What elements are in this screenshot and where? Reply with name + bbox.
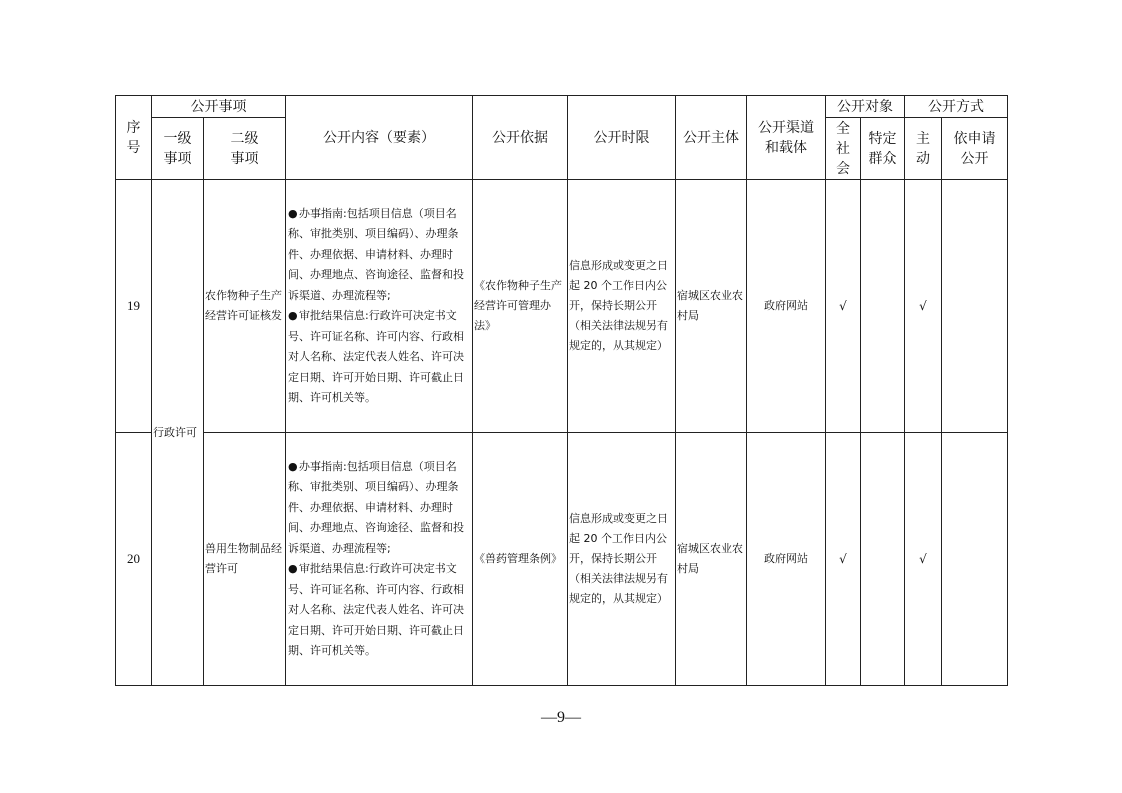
row-subject: 宿城区农业农村局: [676, 433, 747, 686]
header-audience-all: 全社会: [826, 118, 861, 180]
content-guide-item: ●办事指南:包括项目信息（项目名称、审批类别、项目编码）、办理条件、办理依据、申请材料、办理时间、办理地点、咨询途径、监督和投诉渠道、办理流程等;: [288, 457, 470, 560]
header-time-limit: 公开时限: [568, 96, 676, 180]
merged-level1-cell: 行政许可: [152, 180, 204, 686]
row-channel: 政府网站: [747, 180, 826, 433]
header-level1: 一级事项: [152, 118, 204, 180]
header-content: 公开内容（要素）: [286, 96, 473, 180]
bullet-icon: ●: [288, 562, 298, 575]
row-basis: 《农作物种子生产经营许可管理办法》: [473, 180, 568, 433]
row-seq: 19: [116, 180, 152, 433]
row-content: [286, 180, 473, 433]
table-row: [116, 433, 1008, 686]
row-method-request: [942, 433, 1008, 686]
bullet-icon: ●: [288, 459, 298, 473]
row-subject: 宿城区农业农村局: [676, 180, 747, 433]
row-audience-all: √: [826, 180, 861, 433]
row-audience-specific: [861, 433, 905, 686]
header-method-active: 主动: [905, 118, 942, 180]
header-seq: 序号: [116, 96, 152, 180]
header-channel: 公开渠道和载体: [747, 96, 826, 180]
row-level2: 兽用生物制品经营许可: [204, 433, 286, 686]
row-seq: 20: [116, 433, 152, 686]
header-items-group: 公开事项: [152, 96, 286, 118]
header-method-group: 公开方式: [905, 96, 1008, 118]
row-audience-all: √: [826, 433, 861, 686]
row-method-active: √: [905, 433, 942, 686]
row-level2: 农作物种子生产经营许可证核发: [204, 180, 286, 433]
row-audience-specific: [861, 180, 905, 433]
header-audience-group: 公开对象: [826, 96, 905, 118]
content-result-item: ●审批结果信息:行政许可决定书文号、许可证名称、许可内容、行政相对人名称、法定代表人姓名、许可决定日期、许可开始日期、许可截止日期、许可机关等。: [288, 559, 470, 662]
bullet-icon: ●: [288, 309, 298, 322]
row-time-limit: 信息形成或变更之日起 20 个工作日内公开，保持长期公开（相关法律法规另有规定的，从其规定）: [568, 433, 676, 686]
row-time-limit: 信息形成或变更之日起 20 个工作日内公开，保持长期公开（相关法律法规另有规定的，从其规定）: [568, 180, 676, 433]
page-number: —9—: [541, 709, 581, 726]
disclosure-table: [115, 95, 1008, 686]
header-basis: 公开依据: [473, 96, 568, 180]
header-method-request: 依申请公开: [942, 118, 1008, 180]
row-method-request: [942, 180, 1008, 433]
table-row: [116, 180, 1008, 433]
content-result-item: ●审批结果信息:行政许可决定书文号、许可证名称、许可内容、行政相对人名称、法定代表人姓名、许可决定日期、许可开始日期、许可截止日期、许可机关等。: [288, 306, 470, 409]
row-channel: 政府网站: [747, 433, 826, 686]
header-audience-specific: 特定群众: [861, 118, 905, 180]
row-method-active: √: [905, 180, 942, 433]
header-level2: 二级事项: [204, 118, 286, 180]
header-subject: 公开主体: [676, 96, 747, 180]
content-guide-item: ●办事指南:包括项目信息（项目名称、审批类别、项目编码）、办理条件、办理依据、申请材料、办理时间、办理地点、咨询途径、监督和投诉渠道、办理流程等;: [288, 204, 470, 307]
bullet-icon: ●: [288, 206, 298, 220]
row-content: [286, 433, 473, 686]
row-basis: 《兽药管理条例》: [473, 433, 568, 686]
